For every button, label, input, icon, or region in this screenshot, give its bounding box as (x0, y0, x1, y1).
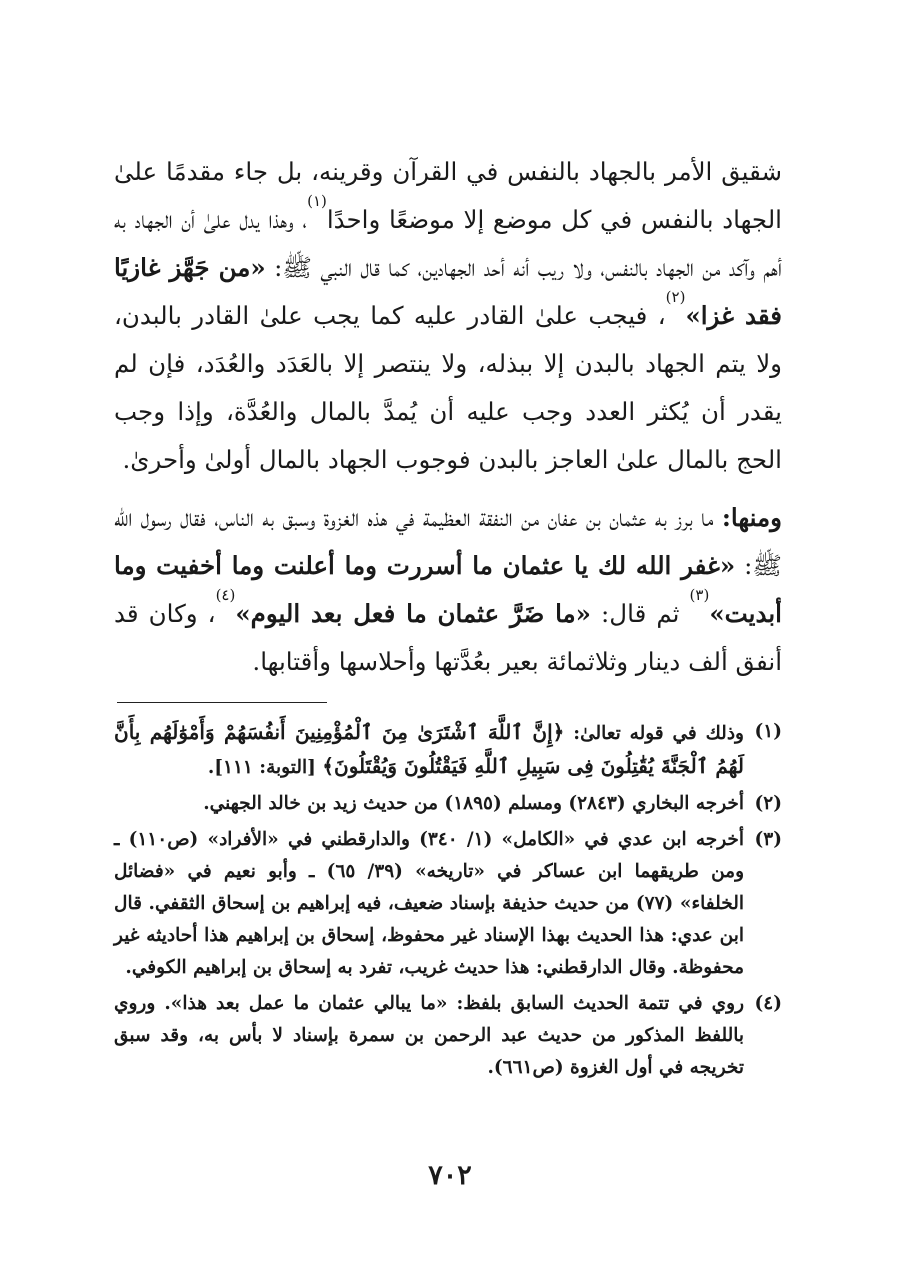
footnote-2 (114, 788, 782, 820)
text-run: ما برز به عثمان بن عفان من النفقة العظيمة في هذه الغزوة وسبق به الناس، فقال رسول الله ﷺ: (114, 503, 782, 580)
paragraph-2 (114, 494, 782, 686)
footnote-number: (٣) (754, 829, 782, 850)
footnote-ref-2[interactable]: (٢) (665, 288, 686, 306)
text-run: شقيق الأمر بالجهاد بالنفس في القرآن وقرينه، بل جاء مقدمًا علىٰ الجهاد بالنفس في كل موضع إلا موضعًا واحدًا (114, 157, 782, 234)
footnote-text: روي في تتمة الحديث السابق بلفظ: «ما يبالي عثمان ما عمل بعد هذا». وروي باللفظ المذكور من حديث عبد الرحمن بن سمرة بإسناد لا بأس به، وقد سبق تخريجه في أول الغزوة (ص٦٦١). (114, 993, 744, 1078)
paragraph-lead: ومنها: (721, 503, 782, 532)
text-run: وذلك في قوله تعالىٰ: (564, 723, 744, 744)
quran-verse: ﴿إِنَّ ٱللَّهَ ٱشْتَرَىٰ مِنَ ٱلْمُؤْمِنِينَ أَنفُسَهُمْ وَأَمْوَٰلَهُم بِأَنَّ لَهُمُ ٱلْجَنَّةَ يُقَٰتِلُونَ فِى سَبِيلِ ٱللَّهِ فَيَقْتُلُونَ وَيُقْتَلُونَ﴾ (114, 720, 744, 778)
footnote-ref-4[interactable]: (٤) (215, 586, 236, 604)
hadith-quote: «ما ضَرَّ عثمان ما فعل بعد اليوم» (235, 599, 591, 628)
text-run: ، وهذا يدل علىٰ أن الجهاد به أهم وآكد من الجهاد بالنفس، ولا ريب أنه أحد الجهادين، كما قال النبي ﷺ: (114, 205, 782, 282)
text-run: ، وكان قد أنفق ألف دينار وثلاثمائة بعير بعُدَّتها وأحلاسها وأقتابها. (114, 599, 782, 676)
verse-reference: [التوبة: ١١١]. (207, 757, 323, 778)
footnote-ref-1[interactable]: (١) (307, 192, 327, 210)
footnote-number: (١) (754, 721, 782, 742)
footnotes (114, 716, 782, 1084)
main-text (114, 148, 782, 686)
footnote-4 (114, 988, 782, 1084)
footnote-number: (٤) (754, 993, 782, 1014)
hadith-quote: «من جَهَّز غازيًا فقد غزا» (114, 253, 782, 330)
footnote-text: أخرجه ابن عدي في «الكامل» (١/ ٣٤٠) والدارقطني في «الأفراد» (ص١١٠) ـ ومن طريقهما ابن عساكر في «تاريخه» (٣٩/ ٦٥) ـ وأبو نعيم في «فضائل الخلفاء» (٧٧) من حديث حذيفة بإسناد ضعيف، فيه إبراهيم بن إسحاق الثقفي. قال ابن عدي: هذا الحديث بهذا الإسناد غير محفوظ، إسحاق بن إبراهيم هذا أحاديثه غير محفوظة. وقال الدارقطني: هذا حديث غريب، تفرد به إسحاق بن إبراهيم الكوفي. (114, 829, 745, 978)
footnote-ref-3[interactable]: (٣) (689, 586, 710, 604)
footnote-text (114, 716, 744, 784)
footnote-number: (٢) (754, 793, 782, 814)
paragraph-1 (114, 148, 782, 484)
hadith-quote: «غفر الله لك يا عثمان ما أسررت وما أعلنت وما أخفيت وما أبديت» (114, 551, 782, 628)
page-number: ٧٠٢ (428, 1160, 472, 1191)
footnote-3 (114, 824, 782, 984)
text-run: ثم قال: (590, 599, 690, 628)
footnote-1 (114, 716, 782, 784)
text-run: ، فيجب علىٰ القادر عليه كما يجب علىٰ القادر بالبدن، ولا يتم الجهاد بالبدن إلا ببذله، ولا ينتصر إلا بالعَدَد والعُدَد، فإن لم يقدر أن يُكثر العدد وجب عليه أن يُمدَّ بالمال والعُدَّة، وإذا وجب الحج بالمال علىٰ العاجز بالبدن فوجوب الجهاد بالمال أولىٰ وأحرىٰ. (114, 301, 782, 474)
footnote-separator (117, 702, 327, 703)
footnote-text: أخرجه البخاري (٢٨٤٣) ومسلم (١٨٩٥) من حديث زيد بن خالد الجهني. (203, 793, 744, 814)
